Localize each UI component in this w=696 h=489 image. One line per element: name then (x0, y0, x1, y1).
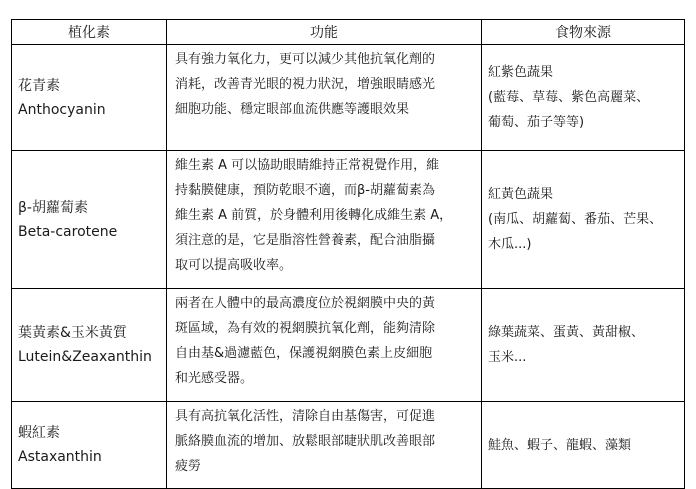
food-source-cell (482, 151, 685, 289)
food-source-cell (482, 289, 685, 402)
header-food-source: 食物來源 (482, 20, 685, 45)
function-line: 維生素 A 前質，於身體利用後轉化成維生素 A， (175, 208, 453, 223)
header-phytochemical: 植化素 (12, 20, 167, 45)
name-en: Beta-carotene (18, 223, 118, 240)
function-cell (167, 45, 482, 151)
food-line: 紅紫色蔬果 (488, 65, 554, 80)
function-line: 自由基&過濾藍色，保護視網膜色素上皮細胞 (175, 346, 433, 361)
phytochemical-name-cell (12, 289, 167, 402)
function-line: 消耗，改善青光眼的視力狀況，增強眼睛感光 (175, 77, 436, 92)
food-line: 葡萄、茄子等等) (488, 115, 585, 130)
function-line: 持黏膜健康，預防乾眼不適，而β-胡蘿蔔素為 (175, 183, 435, 198)
table-row (12, 402, 685, 489)
phytochemical-name-cell (12, 402, 167, 489)
function-line: 脈絡膜血流的增加、放鬆眼部睫狀肌改善眼部 (175, 434, 436, 449)
name-zh: 葉黃素&玉米黃質 (18, 325, 127, 341)
food-line: 紅黃色蔬果 (488, 187, 554, 202)
function-line: 兩者在人體中的最高濃度位於視網膜中央的黃 (175, 296, 436, 311)
table-row (12, 289, 685, 402)
function-cell (167, 402, 482, 489)
function-line: 和光感受器。 (175, 371, 254, 386)
function-line: 取可以提高吸收率。 (175, 258, 293, 273)
function-cell (167, 151, 482, 289)
name-en: Astaxanthin (18, 449, 102, 465)
header-function: 功能 (167, 20, 482, 45)
function-line: 疲勞 (175, 459, 202, 474)
name-zh: 花青素 (18, 77, 60, 94)
function-line: 細胞功能、穩定眼部血流供應等護眼效果 (175, 102, 410, 117)
name-en: Lutein&Zeaxanthin (18, 349, 152, 365)
phytochemical-table (11, 19, 685, 489)
function-cell (167, 289, 482, 402)
phytochemical-name-cell (12, 45, 167, 151)
function-line: 具有強力氧化力，更可以減少其他抗氧化劑的 (175, 52, 436, 67)
food-line: (南瓜、胡蘿蔔、番茄、芒果、 (488, 212, 663, 227)
food-line: 綠葉蔬菜、蛋黃、黃甜椒、 (488, 325, 645, 340)
function-line: 須注意的是，它是脂溶性營養素，配合油脂攝 (175, 233, 436, 248)
food-line: 鮭魚、蝦子、龍蝦、藻類 (488, 437, 632, 453)
function-line: 斑區域，為有效的視網膜抗氧化劑，能夠清除 (175, 321, 436, 336)
name-en: Anthocyanin (18, 101, 106, 118)
table-header-row (12, 20, 685, 45)
table-row (12, 45, 685, 151)
name-zh: 蝦紅素 (18, 425, 60, 441)
function-line: 維生素 A 可以協助眼睛維持正常視覺作用，維 (175, 158, 440, 173)
table-row (12, 151, 685, 289)
food-source-cell (482, 402, 685, 489)
food-line: (藍莓、草莓、紫色高麗菜、 (488, 90, 650, 105)
name-zh: β-胡蘿蔔素 (18, 199, 88, 216)
food-line: 木瓜...) (488, 237, 532, 252)
function-line: 具有高抗氧化活性，清除自由基傷害，可促進 (175, 409, 436, 424)
food-source-cell (482, 45, 685, 151)
food-line: 玉米... (488, 350, 527, 365)
phytochemical-name-cell (12, 151, 167, 289)
